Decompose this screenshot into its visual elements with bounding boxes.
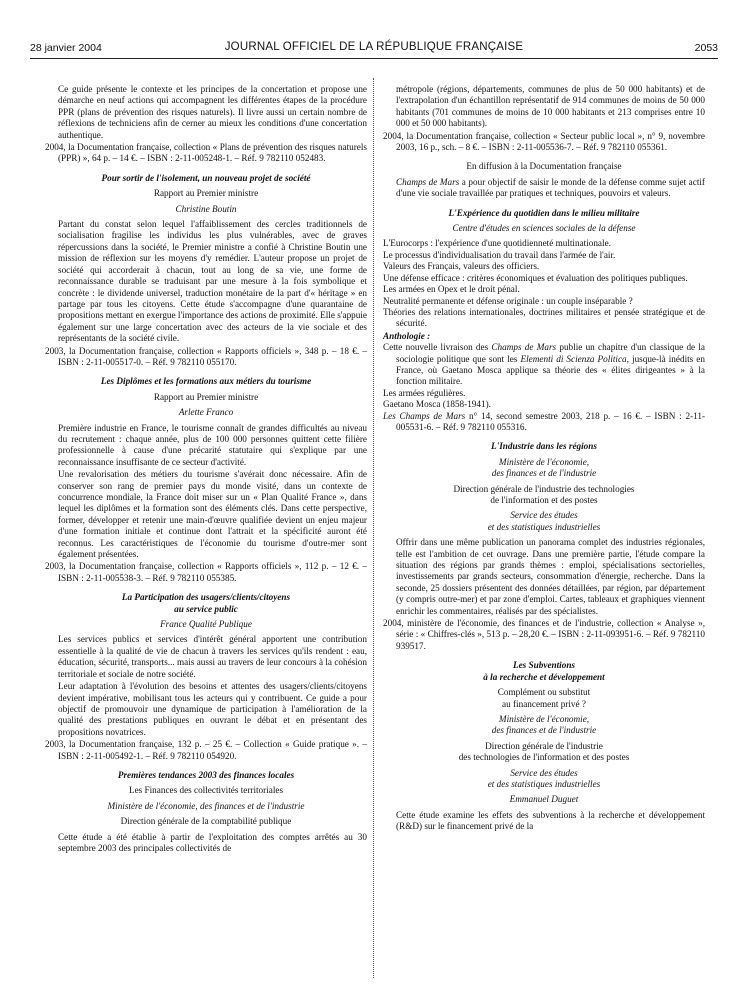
section-paragraph-industrie: Offrir dans une même publication un panorama complet des industries régionales, telle est l'ambition de cet ouvrage. Dans une première partie, l'étude compare la situation des régions par grands thèmes : emploi, spécialisations sectorielles, investissements par grands secteurs, consommation d'énergie, recherche. Dans la seconde, 25 dossiers présentent des données détaillées, par région, par département (y compris outre-mer) et par zone d'emploi. Cartes, tableaux et graphiques viennent enrichir les commentaires, réalisés par des spécialistes. — [396, 537, 705, 616]
anthologie-paragraph — [383, 342, 705, 388]
section-subtitle-finances-locales: Les Finances des collectivités territoriales — [128, 785, 284, 796]
anthologie-text-b: publie un chapitre d'un classique de la sociologie politique que sont les — [396, 342, 705, 364]
section-subtitle-tourisme: Rapport au Premier ministre — [153, 391, 259, 402]
section-subtitle-subventions-1: Complément ou substitut — [497, 687, 591, 698]
section-reference-isolement: 2003, la Documentation française, collection « Rapports officiels », 348 p. – 18 €. – ISBN : 2-11-005517-0. – Réf. 9 782110 055170. — [45, 345, 367, 367]
reference-text: n° 14, second semestre 2003, 218 p. – 16 €. – ISBN : 2-11-005531-6. – Réf. 9 782110 055316. — [396, 410, 705, 432]
section-title-isolement: Pour sortir de l'isolement, un nouveau projet de société — [101, 172, 311, 183]
section-title-participation-1: La Participation des usagers/clients/citoyens — [121, 592, 291, 603]
header-date: 28 janvier 2004 — [30, 42, 102, 54]
section-title-finances-locales: Premières tendances 2003 des finances locales — [117, 769, 295, 780]
section-title-industrie: L'Industrie dans les régions — [491, 441, 597, 452]
section-paragraph-tourisme-2: Une revalorisation des métiers du tourisme s'avérait donc nécessaire. Afin de conserver son rang de premier pays du monde visité, dans un contexte de concurrence mondiale, la France doit miser sur un « Plan Qualité France », dans lequel les diplômes et la formation sont des éléments clés. Dans cette perspective, former, développer et retenir une main-d'œuvre qualifiée devient un enjeu majeur d'une formation initiale et continue dont l'attrait et la spécificité auront été reconnus. Les caractéristiques de l'économie du tourisme d'outre-mer sont également présentées. — [58, 469, 367, 560]
anthologie-italic-1: Champs de Mars — [491, 342, 557, 353]
list-item: Les armées régulières. — [383, 387, 466, 398]
right-column — [383, 84, 705, 984]
section-author-isolement: Christine Boutin — [175, 203, 237, 214]
list-item: Une défense efficace : critères économiques et évaluation des politiques publiques. — [383, 272, 688, 283]
section-paragraph-subventions: Cette étude examine les effets des subventions à la recherche et développement (R&D) sur le financement privé de la — [396, 809, 705, 832]
section-subtitle-isolement: Rapport au Premier ministre — [153, 188, 259, 199]
section-ministry-industrie-2: des finances et de l'industrie — [491, 468, 597, 479]
section-service-industrie-2: et des statistiques industrielles — [487, 521, 601, 532]
page-header — [30, 40, 718, 59]
list-item: Le processus d'individualisation du travail dans l'armée de l'air. — [383, 249, 616, 260]
left-column — [45, 84, 367, 984]
section-ministry-industrie-1: Ministère de l'économie, — [498, 456, 590, 467]
section-paragraph-participation-1: Les services publics et services d'intérêt général apportent une contribution essentielle à la qualité de vie de chacun à travers les services qu'ils rendent : eau, éducation, sécurité, transports... mais aussi au travers de leur concours à la cohésion territoriale et sociale de notre société. — [58, 634, 367, 679]
section-paragraph-tourisme-1: Première industrie en France, le tourisme connaît de grandes difficultés au niveau du recrutement : chaque année, plus de 100 000 personnes quittent cette filière professionnelle à cause d'une précarité statutaire qui s'explique par une reconnaissance insuffisante de ce secteur d'activité. — [58, 422, 367, 467]
section-subtitle-subventions-2: au financement privé ? — [502, 698, 586, 709]
section-author-tourisme: Arlette Franco — [178, 407, 234, 418]
section-reference-militaire — [383, 411, 705, 434]
section-direction-industrie-1: Direction générale de l'industrie des technologies — [453, 483, 635, 494]
header-journal-title: JOURNAL OFFICIEL DE LA RÉPUBLIQUE FRANÇAISE — [224, 41, 524, 53]
header-page-number: 2053 — [694, 42, 718, 54]
champs-de-mars-paragraph — [383, 177, 705, 200]
continued-paragraph: métropole (régions, départements, communes de plus de 50 000 habitants) et de l'extrapolation d'un échantillon représentatif de 914 communes de moins de 50 000 habitants (701 communes de moins de 10 000 habitants et 213 comprises entre 10 000 et 50 000 habitants). — [396, 84, 705, 129]
section-service-subventions-2: et des statistiques industrielles — [487, 778, 601, 789]
champs-de-mars-title: Champs de Mars — [396, 176, 460, 187]
section-author-subventions: Emmanuel Duguet — [509, 794, 579, 805]
list-item: Gaetano Mosca (1858-1941). — [383, 399, 491, 410]
section-subtitle-militaire: Centre d'études en sciences sociales de la défense — [452, 223, 636, 234]
section-title-participation-2: au service public — [174, 603, 238, 614]
list-item: Théories des relations internationales, doctrines militaires et pensée stratégique et de sécurité. — [383, 306, 705, 329]
section-author-participation: France Qualité Publique — [160, 619, 252, 630]
section-reference-participation: 2003, la Documentation française, 132 p. – 25 €. – Collection « Guide pratique ». – ISBN : 2-11-005492-1. – Réf. 9 782110 054920. — [45, 739, 367, 761]
intro-paragraph: Ce guide présente le contexte et les principes de la concertation et propose une démarche en neuf actions qui accompagnent les différentes étapes de la procédure PPR (plans de prévention des risques naturels). Il livre aussi un certain nombre de réflexions de techniciens afin de cerner au mieux les conditions d'une concertation authentique. — [58, 84, 367, 140]
section-service-subventions-1: Service des études — [510, 767, 578, 778]
section-service-industrie-1: Service des études — [510, 510, 578, 521]
section-paragraph-isolement: Partant du constat selon lequel l'affaiblissement des cercles traditionnels de socialisation fragilise les individus les plus vulnérables, avec de graves répercussions dans la société, le Premier ministre a confié à Christine Boutin une mission de réflexion sur les moyens d'y remédier. L'auteur propose un projet de société qui accorderait à chacun, tout au long de sa vie, une forme de reconnaissance durable se traduisant par une mesure à la fois symbolique et concrète : le dividende universel, traduction monétaire de la part d'« héritage » en partage par tous les citoyens. Cette étude s'accompagne d'une quarantaine de propositions mettant en exergue l'importance des actions de proximité. Elle s'appuie également sur une large concertation avec des acteurs de la vie sociale et des représentants de la société civile. — [58, 219, 367, 344]
section-title-subventions-1: Les Subventions — [512, 660, 576, 671]
section-ministry-finances-locales: Ministère de l'économie, des finances et de l'industrie — [107, 800, 305, 811]
section-reference-industrie: 2004, ministère de l'économie, des finances et de l'industrie, collection « Analyse », série : « Chiffres-clés », 513 p. – 28,20 €. – ISBN : 2-11-093951-6. – Réf. 9 782110 939517. — [383, 618, 705, 651]
reference-italic: Les Champs de Mars — [383, 410, 466, 421]
intro-reference: 2004, la Documentation française, collection « Plans de prévention des risques naturels (PPR) », 64 p. – 14 €. – ISBN : 2-11-005248-1. – Réf. 9 782110 052483. — [45, 142, 367, 164]
champs-de-mars-text: a pour objectif de saisir le monde de la défense comme sujet actif d'une vie sociale travaillée par pratiques et techniques, pouvoirs et valeurs. — [396, 176, 705, 199]
list-item: Valeurs des Français, valeurs des officiers. — [383, 261, 540, 272]
anthologie-label: Anthologie : — [383, 330, 431, 341]
section-paragraph-participation-2: Leur adaptation à l'évolution des besoins et attentes des usagers/clients/citoyens devient impérative, mobilisant tous les acteurs qui y contribuent. Ce guide a pour objectif de promouvoir une dynamique de participation à l'amélioration de la qualité des prestations publiques en ouvrant le débat et en présentant des propositions novatrices. — [58, 681, 367, 737]
list-item: L'Eurocorps : l'expérience d'une quotidienneté multinationale. — [383, 238, 611, 249]
section-paragraph-finances-locales: Cette étude a été établie à partir de l'exploitation des comptes arrêtés au 30 septembre 2003 des principales collectivités de — [58, 831, 367, 853]
continued-reference: 2004, la Documentation française, collection « Secteur public local », n° 9, novembre 2003, 16 p., sch. – 8 €. – ISBN : 2-11-005536-7. – Réf. 9 782110 055361. — [383, 130, 705, 153]
section-direction-subventions-2: des technologies de l'information et des postes — [458, 752, 630, 763]
anthologie-text-a: Cette nouvelle livraison des — [383, 342, 492, 353]
diffusion-note: En diffusion à la Documentation française — [466, 161, 622, 172]
section-ministry-subventions-2: des finances et de l'industrie — [491, 725, 597, 736]
column-divider — [373, 78, 374, 978]
list-item: Neutralité permanente et défense originale : un couple inséparable ? — [383, 295, 633, 306]
list-item: Les armées en Opex et le droit pénal. — [383, 284, 520, 295]
section-reference-tourisme: 2003, la Documentation française, collection « Rapports officiels », 112 p. – 12 €. – ISBN : 2-11-005538-3. – Réf. 9 782110 055385. — [45, 561, 367, 583]
anthologie-italic-2: Elementi di Scienza Politica — [520, 353, 627, 364]
section-direction-subventions-1: Direction générale de l'industrie — [485, 740, 603, 751]
section-direction-finances-locales: Direction générale de la comptabilité publique — [120, 816, 292, 827]
anthologie-text-c: , jusque-là inédits en France, où Gaetano Mosca applique sa théorie des « élites dirigeantes » à la fonction militaire. — [396, 353, 705, 387]
section-title-tourisme: Les Diplômes et les formations aux métiers du tourisme — [100, 376, 312, 387]
section-direction-industrie-2: de l'information et des postes — [490, 495, 598, 505]
section-title-militaire: L'Expérience du quotidien dans le milieu militaire — [448, 207, 640, 218]
section-ministry-subventions-1: Ministère de l'économie, — [498, 713, 590, 724]
section-title-subventions-2: à la recherche et développement — [483, 671, 605, 682]
